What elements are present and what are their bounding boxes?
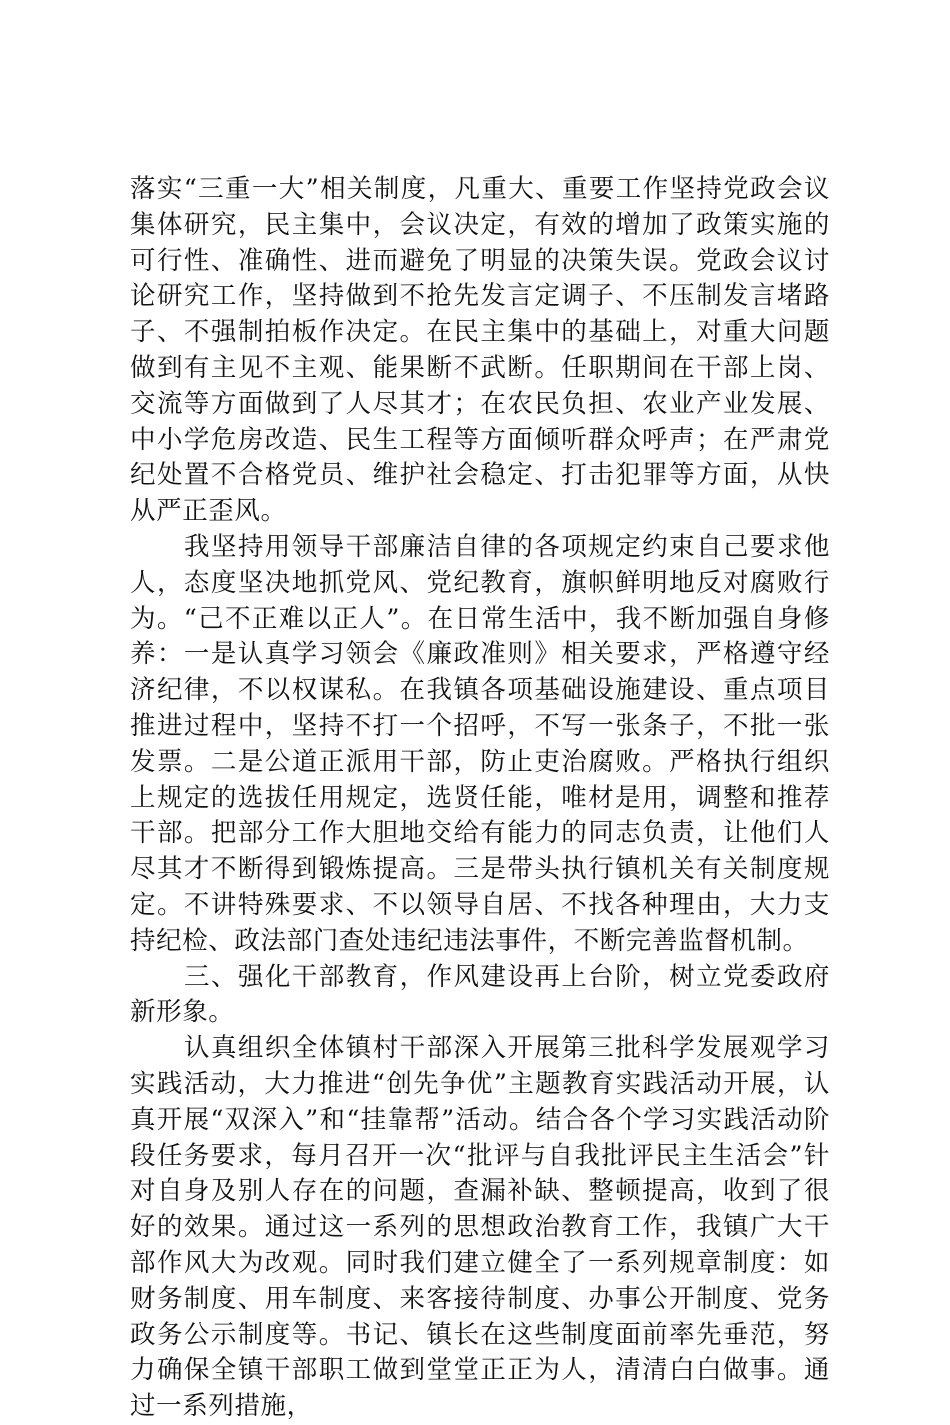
document-body	[130, 172, 830, 1425]
section-heading-three: 三、强化干部教育，作风建设再上台阶，树立党委政府新形象。	[130, 961, 830, 1028]
paragraph-self-discipline: 我坚持用领导干部廉洁自律的各项规定约束自己要求他人，态度坚决地抓党风、党纪教育，旗帜鲜明地反对腐败行为。“己不正难以正人”。在日常生活中，我不断加强自身修养：一是认真学习领会《廉政准则》相关要求，严格遵守经济纪律，不以权谋私。在我镇各项基础设施建设、重点项目推进过程中，坚持不打一个招呼，不写一张条子，不批一张发票。二是公道正派用干部，防止吏治腐败。严格执行组织上规定的选拔任用规定，选贤任能，唯材是用，调整和推荐干部。把部分工作大胆地交给有能力的同志负责，让他们人尽其才不断得到锻炼提高。三是带头执行镇机关有关制度规定。不讲特殊要求、不以领导自居、不找各种理由，大力支持纪检、政法部门查处违纪违法事件，不断完善监督机制。	[130, 531, 830, 956]
paragraph-cadre-education: 认真组织全体镇村干部深入开展第三批科学发展观学习实践活动，大力推进“创先争优”主题教育实践活动开展，认真开展“双深入”和“挂靠帮”活动。结合各个学习实践活动阶段任务要求，每月召开一次“批评与自我批评民主生活会”针对自身及别人存在的问题，查漏补缺、整顿提高，收到了很好的效果。通过这一系列的思想政治教育工作，我镇广大干部作风大为改观。同时我们建立健全了一系列规章制度：如财务制度、用车制度、来客接待制度、办事公开制度、党务政务公示制度等。书记、镇长在这些制度面前率先垂范，努力确保全镇干部职工做到堂堂正正为人，清清白白做事。通过一系列措施，	[130, 1033, 830, 1422]
paragraph-continuation: 落实“三重一大”相关制度，凡重大、重要工作坚持党政会议集体研究，民主集中，会议决定，有效的增加了政策实施的可行性、准确性、进而避免了明显的决策失误。党政会议讨论研究工作，坚持做到不抢先发言定调子、不压制发言堵路子、不强制拍板作决定。在民主集中的基础上，对重大问题做到有主见不主观、能果断不武断。任职期间在干部上岗、交流等方面做到了人尽其才；在农民负担、农业产业发展、中小学危房改造、民生工程等方面倾听群众呼声；在严肃党纪处置不合格党员、维护社会稳定、打击犯罪等方面，从快从严正歪风。	[130, 174, 830, 527]
